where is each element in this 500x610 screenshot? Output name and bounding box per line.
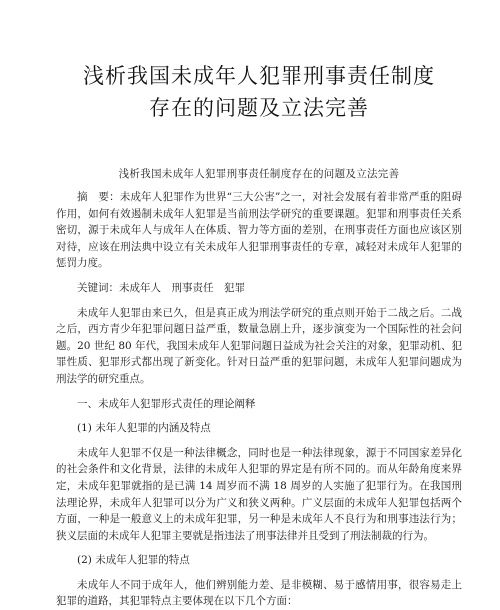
intro-paragraph: 未成年人犯罪由来已久，但是真正成为刑法学研究的重点则开始于二战之后。二战之后，西方青少年犯罪问题日益严重，数量急剧上升，逐步演变为一个国际性的社会问题。20 世纪 80 年代，我国未成年人犯罪问题日益成为社会关注的对象，犯罪动机、犯罪性质、犯罪形式都出现了新变化。针对日益严重的犯罪问题，未成年人犯罪问题成为刑法学的研究重点。 bbox=[56, 306, 462, 385]
abstract-paragraph: 摘 要：未成年人犯罪作为世界“三大公害”之一，对社会发展有着非常严重的阻碍作用，如何有效遏制未成年人犯罪是当前刑法学研究的重要课题。犯罪和刑事责任关系密切，源于未成年人与成年人在体质、智力等方面的差别，在刑事责任方面也应该区别对待，应该在刑法典中设立有关未成年人犯罪刑事责任的专章，减轻对未成年人犯罪的惩罚力度。 bbox=[56, 191, 462, 270]
document-title-line1: 浅析我国未成年人犯罪刑事责任制度 bbox=[83, 64, 435, 88]
spacer bbox=[56, 437, 462, 445]
document-subtitle: 浅析我国未成年人犯罪刑事责任制度存在的问题及立法完善 bbox=[118, 168, 400, 180]
spacer bbox=[56, 544, 462, 552]
spacer bbox=[56, 569, 462, 577]
spacer bbox=[56, 272, 462, 280]
subsection-paragraph: 未成年人不同于成年人，他们辨别能力差、是非模糊、易于感情用事，很容易走上犯罪的道路，其犯罪特点主要体现在以下几个方面： bbox=[56, 578, 462, 608]
section-heading: 一、未成年人犯罪形式责任的理论阐释 bbox=[77, 397, 256, 410]
document-title-line2: 存在的问题及立法完善 bbox=[149, 96, 369, 120]
spacer bbox=[56, 181, 462, 189]
keywords-line: 关键词：未成年人 刑事责任 犯罪 bbox=[77, 281, 245, 294]
spacer bbox=[56, 297, 462, 305]
subsection-heading: (1) 未年人犯罪的内涵及特点 bbox=[77, 422, 211, 435]
spacer bbox=[56, 412, 462, 420]
spacer bbox=[56, 388, 462, 396]
subsection-paragraph: 未成年人犯罪不仅是一种法律概念，同时也是一种法律现象，源于不同国家差异化的社会条件和文化背景，法律的未成年人犯罪的界定是有所不同的。而从年龄角度来界定，未成年犯罪就指的是已满 14 周岁而不满 18 周岁的人实施了犯罪行为。在我国刑法理论界，未成年人犯罪可以分为广义和狭义两种。广义层面的未成年人犯罪包括两个方面，一种是一般意义上的未成年犯罪，另一种是未成年人不良行为和刑事违法行为；狭义层面的未成年人犯罪主要就是指违法了刑事法律并且受到了刑法制裁的行为。 bbox=[56, 446, 462, 542]
subsection-heading: (2) 未成年人犯罪的特点 bbox=[77, 554, 190, 567]
